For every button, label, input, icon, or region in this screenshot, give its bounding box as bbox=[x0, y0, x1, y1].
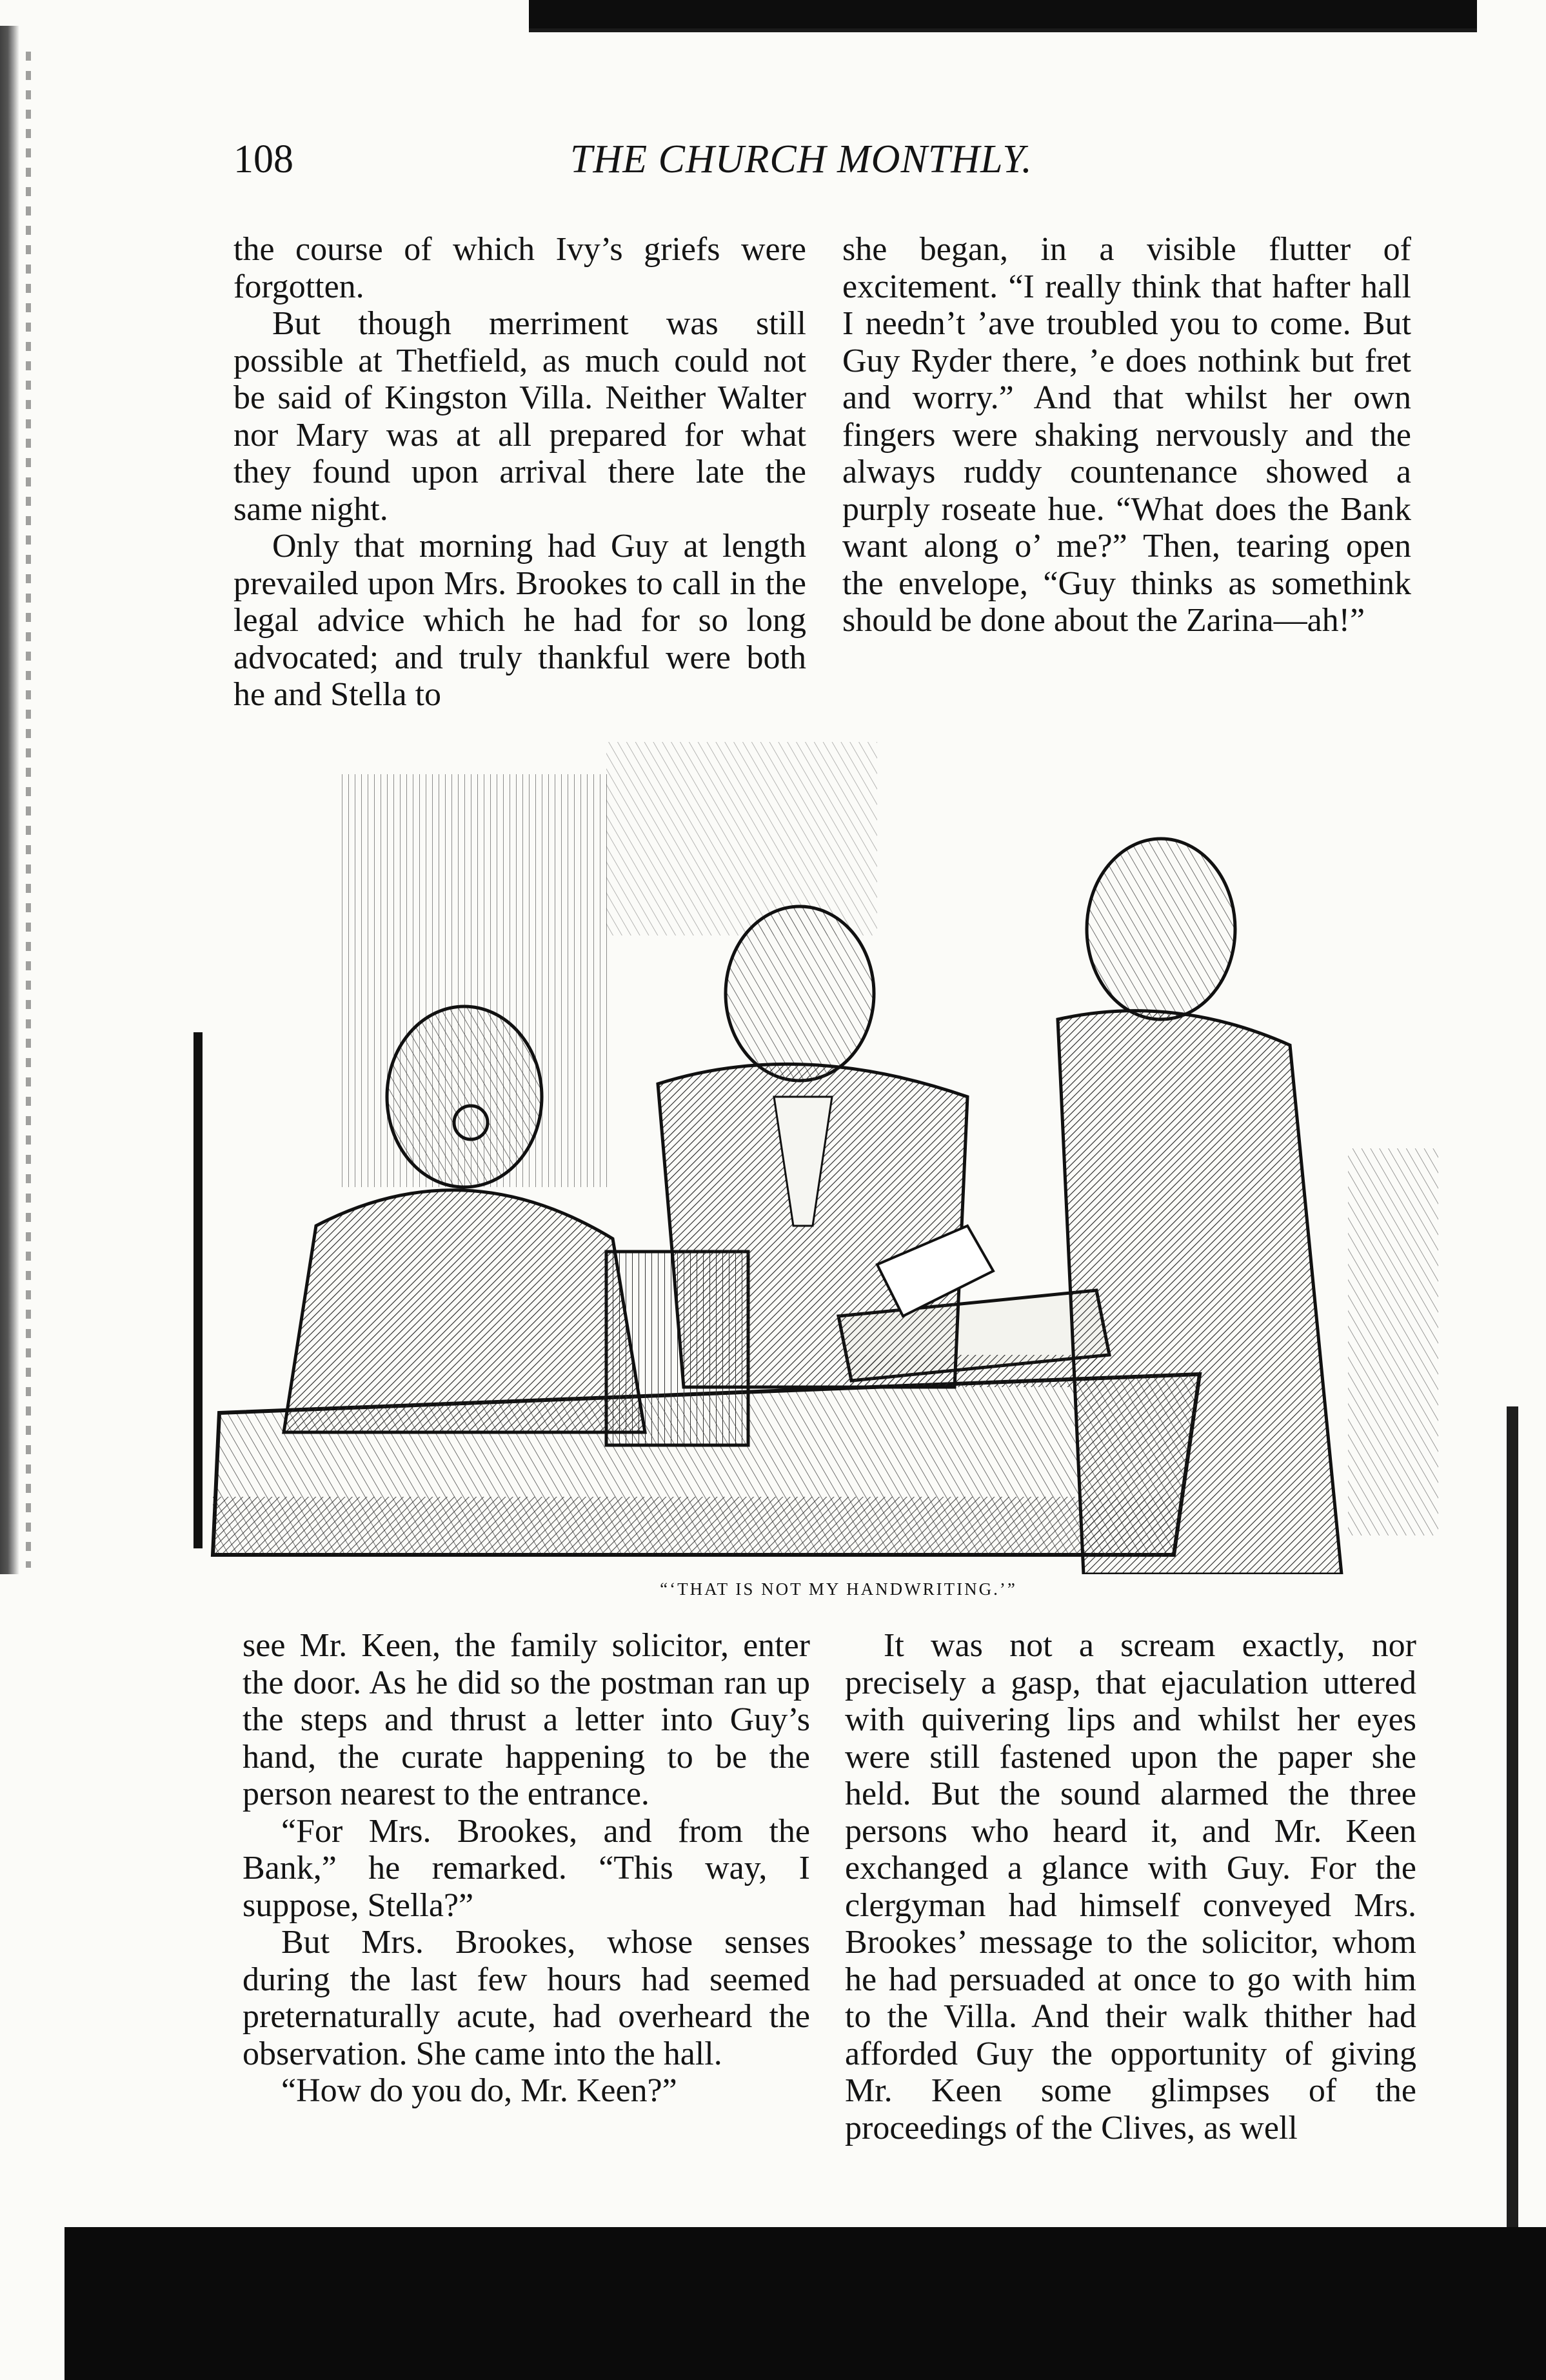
curate-body bbox=[1058, 1011, 1342, 1574]
paragraph: Only that morning had Guy at length prevailed upon Mrs. Brookes to call in the legal advice which he had for so long advocated; and truly thankful were both he and Stella to bbox=[233, 528, 806, 713]
right-edge-shadow bbox=[1507, 1406, 1518, 2245]
paragraph: It was not a scream exactly, nor precisely a gasp, that ejaculation uttered with quivering lips and whilst her eyes were still fastened upon the paper she held. But the sound alarmed the three persons who heard it, and Mr. Keen exchanged a glance with Guy. For the clergyman had himself conveyed Mrs. Brookes’ message to the solicitor, whom he had persuaded at once to go with him to the Villa. And their walk thither had afforded Guy the opportunity of giving Mr. Keen some glimpses of the proceedings of the Clives, as well bbox=[845, 1627, 1416, 2146]
top-rule bbox=[529, 0, 1477, 30]
paragraph: the course of which Ivy’s griefs were forgotten. bbox=[233, 231, 806, 305]
paragraph: she began, in a visible flutter of excitement. “I really think that hafter hall I needn’t ’ave troubled you to come. But Guy Ryder there, ’e does nothink but fret and worry.” And that whilst her own fingers were shaking nervously and the always ruddy countenance showed a purply roseate hue. “What does the Bank want along o’ me?” Then, tearing open the envelope, “Guy thinks as somethink should be done about the Zarina—ah!” bbox=[842, 231, 1411, 639]
running-title: THE CHURCH MONTHLY. bbox=[570, 137, 1033, 181]
text-column-top-left bbox=[233, 231, 806, 714]
paragraph: “How do you do, Mr. Keen?” bbox=[281, 2072, 677, 2109]
text-column-bottom-left bbox=[243, 1627, 810, 2110]
text-column-bottom-right bbox=[845, 1627, 1416, 2146]
binding-marks bbox=[26, 52, 31, 1568]
frame-left bbox=[193, 1032, 203, 1548]
seated-man-body bbox=[284, 1190, 645, 1432]
page-header bbox=[233, 137, 1446, 195]
desk-front bbox=[213, 1497, 1174, 1555]
page-edge-shadow bbox=[0, 26, 19, 1574]
curate-head bbox=[1087, 839, 1235, 1019]
center-man-head bbox=[726, 906, 874, 1081]
paragraph: But Mrs. Brookes, whose senses during the last few hours had seemed preternaturally acute, had overheard the observation. She came into the hall. bbox=[243, 1924, 810, 2072]
right-chair bbox=[1348, 1148, 1438, 1535]
paragraph: see Mr. Keen, the family solicitor, enter the door. As he did so the postman ran up the steps and thrust a letter into Guy’s hand, the curate happening to be the person nearest to the entrance. bbox=[243, 1627, 810, 1812]
seated-man-head bbox=[387, 1006, 542, 1187]
paragraph: “For Mrs. Brookes, and from the Bank,” he remarked. “This way, I suppose, Stella?” bbox=[243, 1812, 810, 1924]
illustration-caption: “‘THAT IS NOT MY HANDWRITING.’” bbox=[660, 1579, 1017, 1599]
top-rule-thin bbox=[529, 28, 1477, 32]
page-number: 108 bbox=[233, 137, 293, 181]
bottom-scan-band bbox=[64, 2227, 1546, 2380]
engraving-illustration bbox=[193, 735, 1438, 1574]
paragraph: But though merriment was still possible at Thetfield, as much could not be said of Kingston Villa. Neither Walter nor Mary was at all prepared for what they found upon arrival there late the same night. bbox=[233, 305, 806, 528]
text-column-top-right bbox=[842, 231, 1411, 639]
background-panel bbox=[606, 742, 877, 935]
